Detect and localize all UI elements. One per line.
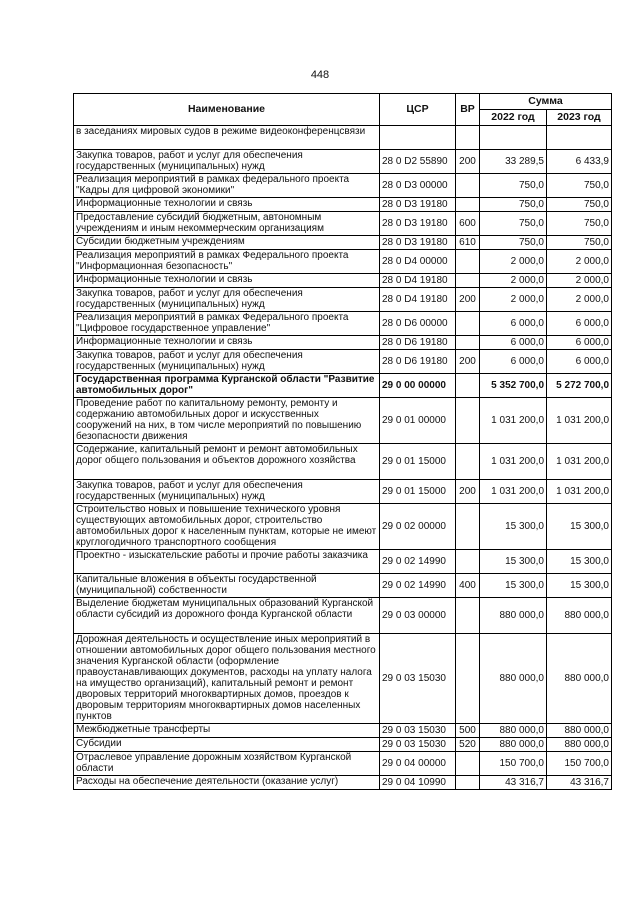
row-vr: 200: [456, 150, 480, 174]
header-vr: ВР: [456, 94, 480, 126]
row-name: Информационные технологии и связь: [74, 198, 380, 212]
row-name: Дорожная деятельность и осуществление иных мероприятий в отношении автомобильных дорог общего пользования местного значения Курганской области (оформление правоустанавливающих документов, расходы на уплату налога на имущество организаций), капитальный ремонт и ремонт дворовых территорий многоквартирных домов, проездов к дворовым территориям многоквартирных домов населенных пунктов: [74, 634, 380, 724]
row-sum-2022: 6 000,0: [480, 312, 547, 336]
row-vr: [456, 250, 480, 274]
table-row: [74, 724, 612, 738]
header-2022: 2022 год: [480, 110, 547, 126]
row-csr: 28 0 D6 00000: [380, 312, 456, 336]
row-name: Реализация мероприятий в рамках федерального проекта "Кадры для цифровой экономики": [74, 174, 380, 198]
row-csr: 29 0 03 00000: [380, 598, 456, 634]
table-row: [74, 350, 612, 374]
row-vr: [456, 598, 480, 634]
table-row: [74, 250, 612, 274]
row-sum-2023: 15 300,0: [547, 504, 612, 550]
row-vr: [456, 274, 480, 288]
row-vr: 500: [456, 724, 480, 738]
row-sum-2022: 15 300,0: [480, 574, 547, 598]
row-sum-2022: 1 031 200,0: [480, 398, 547, 444]
budget-table: [73, 93, 612, 790]
row-sum-2022: 2 000,0: [480, 250, 547, 274]
row-name: в заседаниях мировых судов в режиме видеоконференцсвязи: [74, 126, 380, 150]
row-sum-2022: 33 289,5: [480, 150, 547, 174]
row-name: Закупка товаров, работ и услуг для обеспечения государственных (муниципальных) нужд: [74, 350, 380, 374]
row-sum-2022: 150 700,0: [480, 752, 547, 776]
row-name: Капитальные вложения в объекты государственной (муниципальной) собственности: [74, 574, 380, 598]
row-name: Реализация мероприятий в рамках Федерального проекта "Цифровое государственное управление": [74, 312, 380, 336]
header-2023: 2023 год: [547, 110, 612, 126]
table-row: [74, 336, 612, 350]
header-name: Наименование: [74, 94, 380, 126]
table-row: [74, 598, 612, 634]
table-row: [74, 312, 612, 336]
row-sum-2022: 880 000,0: [480, 634, 547, 724]
row-name: Проведение работ по капитальному ремонту, ремонту и содержанию автомобильных дорог и искусственных сооружений на них, в том числе мероприятий по повышению безопасности движения: [74, 398, 380, 444]
row-vr: 520: [456, 738, 480, 752]
row-vr: 600: [456, 212, 480, 236]
row-sum-2023: 880 000,0: [547, 738, 612, 752]
table-row: [74, 504, 612, 550]
row-vr: [456, 776, 480, 790]
row-name: Расходы на обеспечение деятельности (оказание услуг): [74, 776, 380, 790]
row-vr: 200: [456, 350, 480, 374]
table-row: [74, 198, 612, 212]
row-csr: 29 0 04 00000: [380, 752, 456, 776]
row-sum-2022: 2 000,0: [480, 288, 547, 312]
row-sum-2023: 2 000,0: [547, 250, 612, 274]
row-sum-2023: 1 031 200,0: [547, 480, 612, 504]
row-sum-2023: 1 031 200,0: [547, 444, 612, 480]
row-vr: [456, 752, 480, 776]
table-row: [74, 212, 612, 236]
table-body: [74, 126, 612, 790]
row-sum-2022: 43 316,7: [480, 776, 547, 790]
row-vr: [456, 126, 480, 150]
row-name: Информационные технологии и связь: [74, 336, 380, 350]
row-csr: 29 0 03 15030: [380, 738, 456, 752]
row-name: Выделение бюджетам муниципальных образований Курганской области субсидий из дорожного фонда Курганской области: [74, 598, 380, 634]
row-vr: [456, 312, 480, 336]
table-row: [74, 236, 612, 250]
row-csr: 29 0 02 00000: [380, 504, 456, 550]
row-sum-2022: 880 000,0: [480, 738, 547, 752]
row-vr: [456, 504, 480, 550]
row-name: Закупка товаров, работ и услуг для обеспечения государственных (муниципальных) нужд: [74, 288, 380, 312]
row-sum-2022: [480, 126, 547, 150]
row-vr: 400: [456, 574, 480, 598]
row-sum-2022: 15 300,0: [480, 504, 547, 550]
row-vr: [456, 336, 480, 350]
row-sum-2023: 150 700,0: [547, 752, 612, 776]
row-sum-2022: 6 000,0: [480, 336, 547, 350]
row-sum-2023: 880 000,0: [547, 598, 612, 634]
row-name: Закупка товаров, работ и услуг для обеспечения государственных (муниципальных) нужд: [74, 150, 380, 174]
row-sum-2023: 6 000,0: [547, 312, 612, 336]
row-sum-2022: 750,0: [480, 174, 547, 198]
table-row: [74, 752, 612, 776]
row-sum-2022: 1 031 200,0: [480, 480, 547, 504]
table-row: [74, 288, 612, 312]
row-csr: 28 0 D4 00000: [380, 250, 456, 274]
row-csr: 28 0 D3 19180: [380, 236, 456, 250]
row-sum-2022: 750,0: [480, 236, 547, 250]
row-csr: 29 0 01 00000: [380, 398, 456, 444]
row-name: Содержание, капитальный ремонт и ремонт автомобильных дорог общего пользования и объектов дорожного хозяйства: [74, 444, 380, 480]
row-name: Строительство новых и повышение технического уровня существующих автомобильных дорог, строительство автомобильных дорог к населенным пунктам, которые не имеют круглогодичного транспортного сообщения: [74, 504, 380, 550]
row-sum-2023: 6 000,0: [547, 336, 612, 350]
row-sum-2023: 750,0: [547, 174, 612, 198]
row-name: Закупка товаров, работ и услуг для обеспечения государственных (муниципальных) нужд: [74, 480, 380, 504]
row-sum-2022: 750,0: [480, 212, 547, 236]
row-name: Межбюджетные трансферты: [74, 724, 380, 738]
row-sum-2023: 15 300,0: [547, 550, 612, 574]
row-csr: 29 0 02 14990: [380, 574, 456, 598]
table-row: [74, 398, 612, 444]
row-csr: 28 0 D2 55890: [380, 150, 456, 174]
row-csr: 29 0 01 15000: [380, 444, 456, 480]
row-name: Субсидии бюджетным учреждениям: [74, 236, 380, 250]
row-name: Предоставление субсидий бюджетным, автономным учреждениям и иным некоммерческим организациям: [74, 212, 380, 236]
row-vr: [456, 374, 480, 398]
table-row: [74, 776, 612, 790]
row-csr: 28 0 D3 19180: [380, 198, 456, 212]
row-name: Государственная программа Курганской области "Развитие автомобильных дорог": [74, 374, 380, 398]
row-sum-2023: 43 316,7: [547, 776, 612, 790]
row-csr: 28 0 D3 19180: [380, 212, 456, 236]
header-row: [74, 94, 612, 110]
row-name: Информационные технологии и связь: [74, 274, 380, 288]
row-sum-2023: 6 433,9: [547, 150, 612, 174]
row-csr: 28 0 D4 19180: [380, 288, 456, 312]
table-row: [74, 174, 612, 198]
row-name: Реализация мероприятий в рамках Федерального проекта "Информационная безопасность": [74, 250, 380, 274]
table-row: [74, 374, 612, 398]
page-number: 448: [310, 69, 330, 81]
row-sum-2023: 5 272 700,0: [547, 374, 612, 398]
row-csr: 29 0 00 00000: [380, 374, 456, 398]
header-sum: Сумма: [480, 94, 612, 110]
row-sum-2022: 880 000,0: [480, 724, 547, 738]
row-sum-2022: 15 300,0: [480, 550, 547, 574]
row-sum-2022: 5 352 700,0: [480, 374, 547, 398]
row-sum-2023: 750,0: [547, 236, 612, 250]
row-csr: 28 0 D3 00000: [380, 174, 456, 198]
row-csr: 28 0 D6 19180: [380, 336, 456, 350]
row-csr: 29 0 02 14990: [380, 550, 456, 574]
row-csr: [380, 126, 456, 150]
row-name: Проектно - изыскательские работы и прочие работы заказчика: [74, 550, 380, 574]
row-sum-2023: 6 000,0: [547, 350, 612, 374]
row-sum-2023: 880 000,0: [547, 634, 612, 724]
table-row: [74, 150, 612, 174]
row-sum-2022: 6 000,0: [480, 350, 547, 374]
row-sum-2023: 2 000,0: [547, 274, 612, 288]
row-vr: [456, 198, 480, 212]
row-vr: [456, 398, 480, 444]
row-csr: 29 0 03 15030: [380, 724, 456, 738]
row-vr: [456, 634, 480, 724]
row-sum-2023: 880 000,0: [547, 724, 612, 738]
header-csr: ЦСР: [380, 94, 456, 126]
row-sum-2022: 750,0: [480, 198, 547, 212]
row-sum-2022: 1 031 200,0: [480, 444, 547, 480]
row-vr: [456, 174, 480, 198]
row-name: Отраслевое управление дорожным хозяйством Курганской области: [74, 752, 380, 776]
table-row: [74, 126, 612, 150]
row-sum-2022: 880 000,0: [480, 598, 547, 634]
row-csr: 29 0 03 15030: [380, 634, 456, 724]
row-csr: 28 0 D6 19180: [380, 350, 456, 374]
table-row: [74, 480, 612, 504]
row-sum-2023: 1 031 200,0: [547, 398, 612, 444]
row-sum-2023: 2 000,0: [547, 288, 612, 312]
row-sum-2023: 750,0: [547, 198, 612, 212]
table-row: [74, 444, 612, 480]
row-sum-2023: 750,0: [547, 212, 612, 236]
row-vr: [456, 550, 480, 574]
row-csr: 28 0 D4 19180: [380, 274, 456, 288]
table-row: [74, 574, 612, 598]
row-vr: 200: [456, 480, 480, 504]
table-row: [74, 738, 612, 752]
table-row: [74, 274, 612, 288]
row-name: Субсидии: [74, 738, 380, 752]
row-csr: 29 0 01 15000: [380, 480, 456, 504]
table-row: [74, 634, 612, 724]
row-sum-2022: 2 000,0: [480, 274, 547, 288]
table-row: [74, 550, 612, 574]
row-vr: 200: [456, 288, 480, 312]
row-csr: 29 0 04 10990: [380, 776, 456, 790]
row-sum-2023: [547, 126, 612, 150]
row-vr: [456, 444, 480, 480]
row-sum-2023: 15 300,0: [547, 574, 612, 598]
row-vr: 610: [456, 236, 480, 250]
